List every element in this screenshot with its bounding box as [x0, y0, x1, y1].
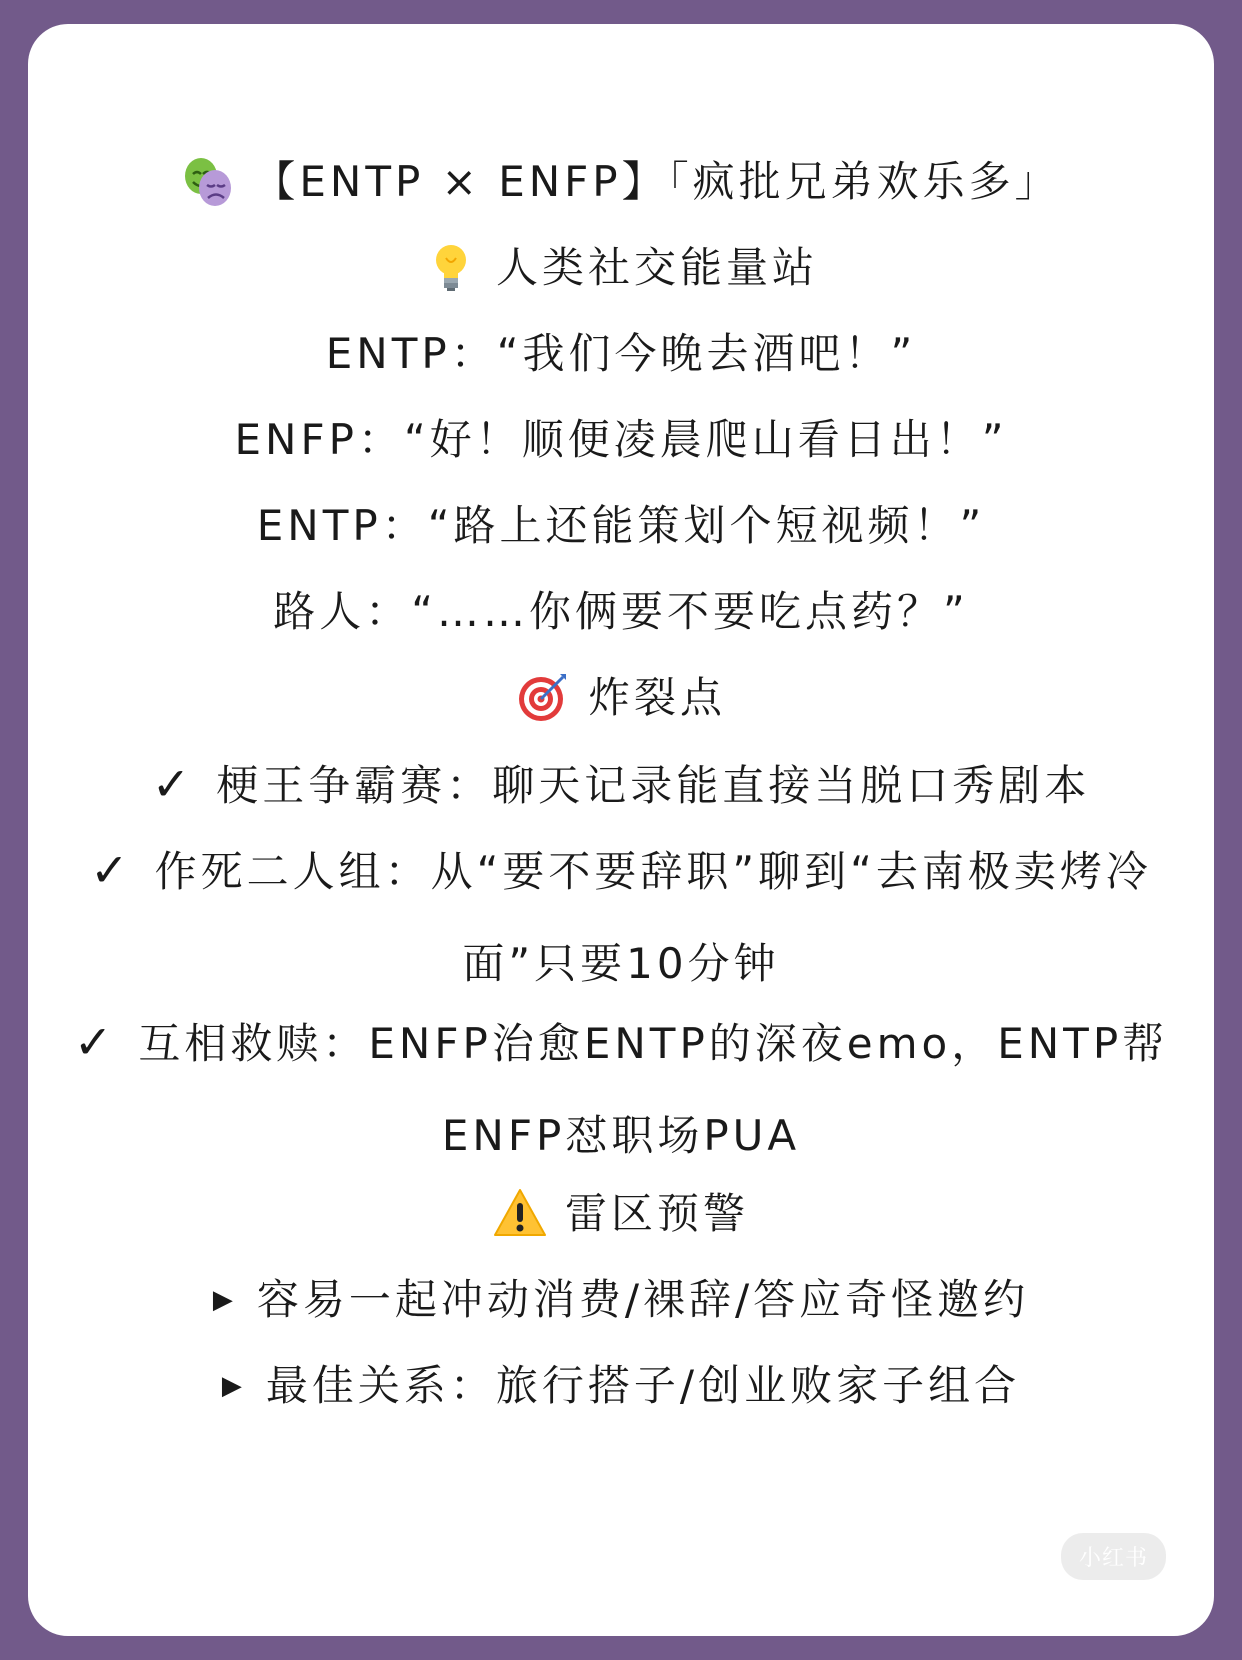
title-text: 【ENTP × ENFP】「疯批兄弟欢乐多」 [253, 157, 1061, 206]
bullseye-icon [516, 670, 570, 724]
content-card [28, 24, 1214, 1636]
subtitle-text: 人类社交能量站 [495, 243, 818, 292]
triangle-bullet-icon: ▶ [212, 1284, 237, 1315]
check-mark-icon: ✓ [90, 843, 133, 897]
dialog-text-4: 路人：“……你俩要不要吃点药？” [273, 587, 969, 636]
light-bulb-icon [424, 240, 478, 294]
dialog-line-4 [56, 582, 1186, 642]
point-line-3 [56, 996, 1186, 1182]
dialog-line-1 [56, 324, 1186, 384]
triangle-bullet-icon: ▶ [221, 1370, 246, 1401]
section-heading-1-text: 炸裂点 [587, 673, 726, 722]
section-heading-2-text: 雷区预警 [564, 1189, 749, 1238]
watermark: 小红书 [1061, 1533, 1166, 1580]
section-heading-1 [56, 668, 1186, 728]
dialog-text-2: ENFP：“好！顺便凌晨爬山看日出！” [234, 415, 1008, 464]
theater-masks-icon [181, 154, 235, 208]
warning-line-1 [56, 1270, 1186, 1330]
title-line [56, 152, 1186, 212]
warning-line-2 [56, 1356, 1186, 1416]
dialog-line-2 [56, 410, 1186, 470]
point-text-2: 作死二人组：从“要不要辞职”聊到“去南极卖烤冷面”只要10分钟 [154, 847, 1152, 988]
check-mark-icon: ✓ [73, 1015, 117, 1069]
check-mark-icon: ✓ [151, 757, 195, 811]
point-line-2 [56, 824, 1186, 1010]
subtitle-line [56, 238, 1186, 298]
dialog-line-3 [56, 496, 1186, 556]
warning-text-1: 容易一起冲动消费/裸辞/答应奇怪邀约 [256, 1275, 1030, 1324]
point-text-1: 梗王争霸赛：聊天记录能直接当脱口秀剧本 [216, 761, 1091, 810]
point-text-3: 互相救赎：ENFP治愈ENTP的深夜emo，ENTP帮ENFP怼职场PUA [138, 1019, 1169, 1160]
point-line-1 [56, 754, 1186, 814]
warning-text-2: 最佳关系：旅行搭子/创业败家子组合 [265, 1361, 1021, 1410]
dialog-text-3: ENTP：“路上还能策划个短视频！” [256, 501, 986, 550]
section-heading-2 [56, 1184, 1186, 1244]
dialog-text-1: ENTP：“我们今晚去酒吧！” [325, 329, 917, 378]
warning-icon [493, 1186, 547, 1240]
